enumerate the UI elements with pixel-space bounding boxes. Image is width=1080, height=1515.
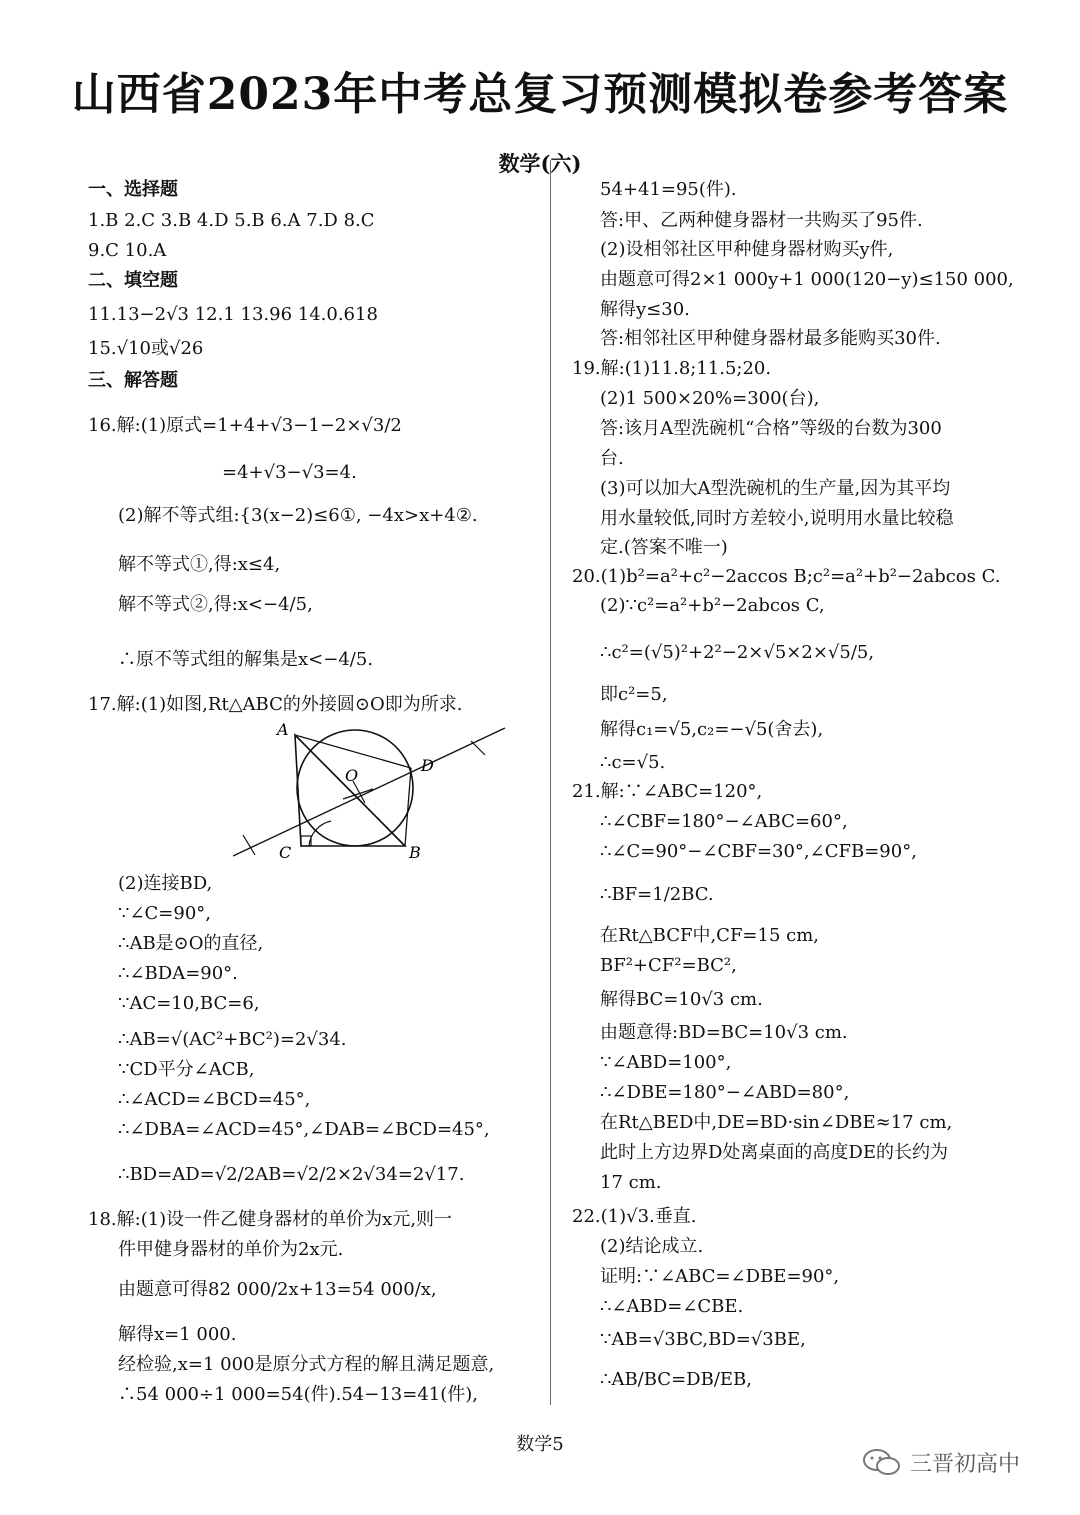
answer-line: 经检验,x=1 000是原分式方程的解且满足题意, <box>118 1354 495 1375</box>
section-heading: 二、填空题 <box>88 270 178 291</box>
answer-line: =4+√3−√3=4. <box>222 462 357 483</box>
answer-line: 由题意可得2×1 000y+1 000(120−y)≤150 000, <box>600 269 1014 290</box>
right-column <box>572 178 1032 1418</box>
answer-line: ∵AB=√3BC,BD=√3BE, <box>600 1329 806 1350</box>
answer-line: 解不等式②,得:x<−4/5, <box>118 594 313 615</box>
left-column <box>88 178 540 1418</box>
answer-line: ∵AC=10,BC=6, <box>118 993 260 1014</box>
answer-line: 20.(1)b²=a²+c²−2accos B;c²=a²+b²−2abcos C. <box>572 566 1001 587</box>
answer-line: ∴c²=(√5)²+2²−2×√5×2×√5/5, <box>600 642 875 663</box>
answer-line: ∴原不等式组的解集是x<−4/5. <box>118 649 374 670</box>
point-o-label: O <box>345 766 359 785</box>
point-d-label: D <box>421 756 434 775</box>
construction-arcs <box>243 741 485 855</box>
answer-line: 21.解:∵∠ABC=120°, <box>572 781 763 802</box>
answer-line: ∴∠CBF=180°−∠ABC=60°, <box>600 811 848 832</box>
point-b-label: B <box>409 843 421 858</box>
answer-line: ∴AB/BC=DB/EB, <box>600 1369 752 1390</box>
answer-line: BF²+CF²=BC², <box>600 955 737 976</box>
answer-line: (2)结论成立. <box>600 1236 704 1257</box>
answer-line: ∴∠C=90°−∠CBF=30°,∠CFB=90°, <box>600 841 917 862</box>
answer-line: 解不等式①,得:x≤4, <box>118 554 281 575</box>
answer-line: ∵∠C=90°, <box>118 903 212 924</box>
document-subtitle: 数学(六) <box>498 151 582 176</box>
answer-line: 17 cm. <box>600 1172 662 1193</box>
watermark <box>862 1446 1020 1478</box>
answer-line: ∴c=√5. <box>600 752 666 773</box>
answer-line: ∴AB是⊙O的直径, <box>118 933 264 954</box>
document-title: 山西省2023年中考总复习预测模拟卷参考答案 <box>71 69 1009 120</box>
page-footer: 数学5 <box>516 1434 564 1455</box>
answer-line: (2)连接BD, <box>118 873 213 894</box>
answer-line: 定.(答案不唯一) <box>600 537 728 558</box>
answer-line: 解得c₁=√5,c₂=−√5(舍去), <box>600 719 824 740</box>
watermark-text: 三晋初高中 <box>910 1451 1021 1477</box>
answer-line: 22.(1)√3.垂直. <box>572 1206 697 1227</box>
answer-line: (3)可以加大A型洗碗机的生产量,因为其平均 <box>600 478 951 499</box>
answer-line: (2)设相邻社区甲种健身器材购买y件, <box>600 239 894 260</box>
answer-line: 在Rt△BED中,DE=BD·sin∠DBE≈17 cm, <box>600 1112 953 1133</box>
answer-line: ∴∠DBE=180°−∠ABD=80°, <box>600 1082 850 1103</box>
point-a-label: A <box>277 723 289 739</box>
answer-line: 17.解:(1)如图,Rt△ABC的外接圆⊙O即为所求. <box>88 694 463 715</box>
answer-line: 答:甲、乙两种健身器材一共购买了95件. <box>600 210 923 231</box>
answer-line: 在Rt△BCF中,CF=15 cm, <box>600 925 820 946</box>
answer-line: 台. <box>600 448 624 469</box>
answer-line: 9.C 10.A <box>88 240 167 261</box>
answer-line: (2)解不等式组:{3(x−2)≤6①, −4x>x+4②. <box>118 505 478 526</box>
answer-line: 解得x=1 000. <box>118 1324 237 1345</box>
answer-line: 解得BC=10√3 cm. <box>600 989 763 1010</box>
answer-line: 用水量较低,同时方差较小,说明用水量比较稳 <box>600 508 954 529</box>
section-heading: 一、选择题 <box>88 179 178 200</box>
answer-line: ∴∠BDA=90°. <box>118 963 238 984</box>
wechat-icon <box>862 1447 902 1477</box>
answer-line: ∴AB=√(AC²+BC²)=2√34. <box>118 1029 347 1050</box>
answer-line: 由题意得:BD=BC=10√3 cm. <box>600 1022 848 1043</box>
answer-line: ∵CD平分∠ACB, <box>118 1059 255 1080</box>
answer-line: 证明:∵∠ABC=∠DBE=90°, <box>600 1266 840 1287</box>
answer-line: 15.√10或√26 <box>88 338 204 359</box>
answer-line: (2)∵c²=a²+b²−2abcos C, <box>600 595 825 616</box>
answer-line: ∴BF=1/2BC. <box>600 884 714 905</box>
section-heading: 三、解答题 <box>88 370 178 391</box>
answer-line: 即c²=5, <box>600 684 668 705</box>
point-c-label: C <box>279 843 292 858</box>
answer-line: 19.解:(1)11.8;11.5;20. <box>572 358 772 379</box>
answer-line: 1.B 2.C 3.B 4.D 5.B 6.A 7.D 8.C <box>88 210 375 231</box>
circumcircle-figure <box>233 723 513 858</box>
bisector-line <box>233 728 505 856</box>
answer-line: 18.解:(1)设一件乙健身器材的单价为x元,则一 <box>88 1209 453 1230</box>
answer-line: 件甲健身器材的单价为2x元. <box>118 1239 344 1260</box>
answer-line: 由题意可得82 000/2x+13=54 000/x, <box>118 1279 437 1300</box>
answer-line: (2)1 500×20%=300(台), <box>600 388 820 409</box>
answer-line: 答:相邻社区甲种健身器材最多能购买30件. <box>600 328 941 349</box>
answer-line: ∴∠ACD=∠BCD=45°, <box>118 1089 311 1110</box>
answer-line: ∴∠ABD=∠CBE. <box>600 1296 744 1317</box>
answer-line: 此时上方边界D处离桌面的高度DE的长约为 <box>600 1142 949 1163</box>
answer-line: 54+41=95(件). <box>600 179 737 200</box>
answer-line: 11.13−2√3 12.1 13.96 14.0.618 <box>88 304 378 325</box>
answer-line: ∵∠ABD=100°, <box>600 1052 732 1073</box>
column-divider <box>550 160 551 1405</box>
segment-ab <box>295 735 405 846</box>
circle-o <box>297 730 413 846</box>
answer-line: 答:该月A型洗碗机“合格”等级的台数为300 <box>600 418 942 439</box>
answer-line: ∴BD=AD=√2/2AB=√2/2×2√34=2√17. <box>118 1164 465 1185</box>
answer-line: ∴54 000÷1 000=54(件).54−13=41(件), <box>118 1384 478 1405</box>
answer-line: 解得y≤30. <box>600 299 690 320</box>
answer-line: ∴∠DBA=∠ACD=45°,∠DAB=∠BCD=45°, <box>118 1119 490 1140</box>
answer-line: 16.解:(1)原式=1+4+√3−1−2×√3/2 <box>88 415 402 436</box>
